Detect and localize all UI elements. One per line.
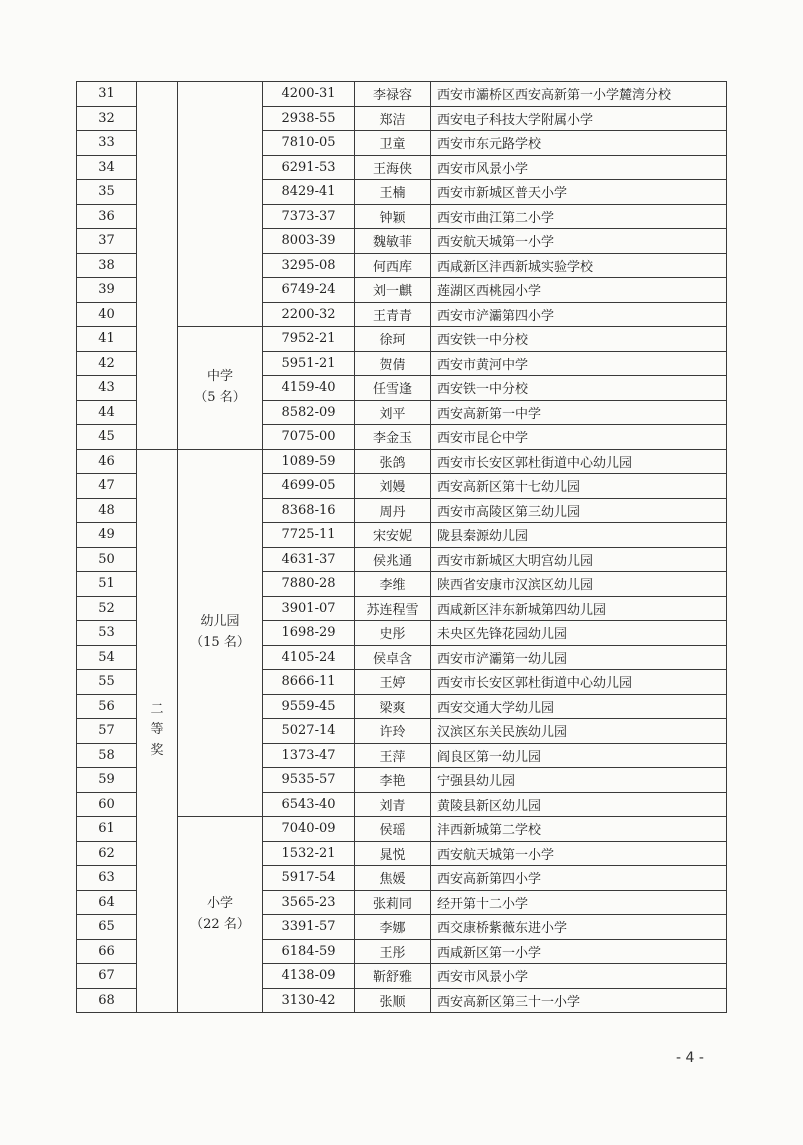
teacher-name: 王婷 bbox=[355, 670, 431, 695]
row-number: 33 bbox=[77, 131, 137, 156]
school-name: 西咸新区第一小学 bbox=[431, 939, 727, 964]
school-name: 西安市曲江第二小学 bbox=[431, 204, 727, 229]
teacher-name: 张顺 bbox=[355, 988, 431, 1013]
row-number: 58 bbox=[77, 743, 137, 768]
row-number: 36 bbox=[77, 204, 137, 229]
entry-code: 7725-11 bbox=[263, 523, 355, 548]
row-number: 66 bbox=[77, 939, 137, 964]
teacher-name: 张鸽 bbox=[355, 449, 431, 474]
entry-code: 4200-31 bbox=[263, 82, 355, 107]
row-number: 47 bbox=[77, 474, 137, 499]
entry-code: 6749-24 bbox=[263, 278, 355, 303]
row-number: 42 bbox=[77, 351, 137, 376]
row-number: 46 bbox=[77, 449, 137, 474]
teacher-name: 刘一麒 bbox=[355, 278, 431, 303]
row-number: 49 bbox=[77, 523, 137, 548]
entry-code: 2938-55 bbox=[263, 106, 355, 131]
category-label: （15 名） bbox=[190, 634, 250, 650]
entry-code: 6543-40 bbox=[263, 792, 355, 817]
teacher-name: 李维 bbox=[355, 572, 431, 597]
school-name: 西安市长安区郭杜街道中心幼儿园 bbox=[431, 670, 727, 695]
entry-code: 7880-28 bbox=[263, 572, 355, 597]
teacher-name: 王彤 bbox=[355, 939, 431, 964]
award-level-char: 等 bbox=[150, 722, 164, 738]
entry-code: 4105-24 bbox=[263, 645, 355, 670]
table-row bbox=[77, 82, 727, 107]
row-number: 57 bbox=[77, 719, 137, 744]
school-name: 西安市东元路学校 bbox=[431, 131, 727, 156]
table-row bbox=[77, 449, 727, 474]
school-name: 西安铁一中分校 bbox=[431, 327, 727, 352]
teacher-name: 刘嫚 bbox=[355, 474, 431, 499]
entry-code: 7810-05 bbox=[263, 131, 355, 156]
entry-code: 1698-29 bbox=[263, 621, 355, 646]
category-label: 小学 bbox=[206, 895, 233, 911]
school-name: 经开第十二小学 bbox=[431, 890, 727, 915]
row-number: 62 bbox=[77, 841, 137, 866]
teacher-name: 史彤 bbox=[355, 621, 431, 646]
school-name: 沣西新城第二学校 bbox=[431, 817, 727, 842]
row-number: 68 bbox=[77, 988, 137, 1013]
award-table-body bbox=[77, 82, 727, 1013]
entry-code: 1373-47 bbox=[263, 743, 355, 768]
school-name: 西安市昆仑中学 bbox=[431, 425, 727, 450]
row-number: 64 bbox=[77, 890, 137, 915]
entry-code: 9559-45 bbox=[263, 694, 355, 719]
school-name: 莲湖区西桃园小学 bbox=[431, 278, 727, 303]
teacher-name: 刘青 bbox=[355, 792, 431, 817]
school-name: 西安市风景小学 bbox=[431, 155, 727, 180]
teacher-name: 李娜 bbox=[355, 915, 431, 940]
teacher-name: 侯卓含 bbox=[355, 645, 431, 670]
row-number: 63 bbox=[77, 866, 137, 891]
teacher-name: 刘平 bbox=[355, 400, 431, 425]
teacher-name: 梁爽 bbox=[355, 694, 431, 719]
row-number: 34 bbox=[77, 155, 137, 180]
school-name: 阎良区第一幼儿园 bbox=[431, 743, 727, 768]
teacher-name: 郑洁 bbox=[355, 106, 431, 131]
entry-code: 6184-59 bbox=[263, 939, 355, 964]
entry-code: 5951-21 bbox=[263, 351, 355, 376]
entry-code: 5027-14 bbox=[263, 719, 355, 744]
teacher-name: 魏敏菲 bbox=[355, 229, 431, 254]
teacher-name: 周丹 bbox=[355, 498, 431, 523]
teacher-name: 焦媛 bbox=[355, 866, 431, 891]
category-cell bbox=[178, 82, 263, 327]
teacher-name: 张莉同 bbox=[355, 890, 431, 915]
award-level-cell bbox=[137, 449, 178, 1013]
category-label: （5 名） bbox=[194, 389, 246, 405]
row-number: 32 bbox=[77, 106, 137, 131]
entry-code: 7373-37 bbox=[263, 204, 355, 229]
school-name: 未央区先锋花园幼儿园 bbox=[431, 621, 727, 646]
school-name: 西安高新第四小学 bbox=[431, 866, 727, 891]
teacher-name: 何西库 bbox=[355, 253, 431, 278]
entry-code: 3565-23 bbox=[263, 890, 355, 915]
entry-code: 7040-09 bbox=[263, 817, 355, 842]
award-level-char: 二 bbox=[150, 701, 164, 717]
page-number: - 4 - bbox=[676, 1050, 704, 1066]
school-name: 西安市浐灞第四小学 bbox=[431, 302, 727, 327]
entry-code: 8368-16 bbox=[263, 498, 355, 523]
teacher-name: 贺倩 bbox=[355, 351, 431, 376]
school-name: 西安航天城第一小学 bbox=[431, 229, 727, 254]
school-name: 西安市风景小学 bbox=[431, 964, 727, 989]
award-level-char: 奖 bbox=[150, 743, 164, 759]
school-name: 西安市黄河中学 bbox=[431, 351, 727, 376]
row-number: 40 bbox=[77, 302, 137, 327]
school-name: 西咸新区沣东新城第四幼儿园 bbox=[431, 596, 727, 621]
category-label: 幼儿园 bbox=[200, 613, 240, 629]
entry-code: 3130-42 bbox=[263, 988, 355, 1013]
teacher-name: 侯兆通 bbox=[355, 547, 431, 572]
award-table bbox=[76, 81, 727, 1013]
school-name: 西咸新区沣西新城实验学校 bbox=[431, 253, 727, 278]
row-number: 56 bbox=[77, 694, 137, 719]
teacher-name: 宋安妮 bbox=[355, 523, 431, 548]
school-name: 西安市新城区大明宫幼儿园 bbox=[431, 547, 727, 572]
teacher-name: 徐珂 bbox=[355, 327, 431, 352]
entry-code: 6291-53 bbox=[263, 155, 355, 180]
entry-code: 1089-59 bbox=[263, 449, 355, 474]
row-number: 45 bbox=[77, 425, 137, 450]
school-name: 西安航天城第一小学 bbox=[431, 841, 727, 866]
award-level-cell bbox=[137, 82, 178, 450]
teacher-name: 卫童 bbox=[355, 131, 431, 156]
row-number: 44 bbox=[77, 400, 137, 425]
school-name: 西安高新区第十七幼儿园 bbox=[431, 474, 727, 499]
school-name: 西安交通大学幼儿园 bbox=[431, 694, 727, 719]
school-name: 西安市灞桥区西安高新第一小学麓湾分校 bbox=[431, 82, 727, 107]
teacher-name: 李金玉 bbox=[355, 425, 431, 450]
row-number: 52 bbox=[77, 596, 137, 621]
entry-code: 7075-00 bbox=[263, 425, 355, 450]
row-number: 59 bbox=[77, 768, 137, 793]
school-name: 汉滨区东关民族幼儿园 bbox=[431, 719, 727, 744]
entry-code: 3295-08 bbox=[263, 253, 355, 278]
entry-code: 8429-41 bbox=[263, 180, 355, 205]
row-number: 48 bbox=[77, 498, 137, 523]
entry-code: 1532-21 bbox=[263, 841, 355, 866]
school-name: 宁强县幼儿园 bbox=[431, 768, 727, 793]
teacher-name: 苏连程雪 bbox=[355, 596, 431, 621]
row-number: 51 bbox=[77, 572, 137, 597]
entry-code: 8582-09 bbox=[263, 400, 355, 425]
school-name: 西安铁一中分校 bbox=[431, 376, 727, 401]
entry-code: 4699-05 bbox=[263, 474, 355, 499]
row-number: 35 bbox=[77, 180, 137, 205]
entry-code: 2200-32 bbox=[263, 302, 355, 327]
school-name: 西安市新城区普天小学 bbox=[431, 180, 727, 205]
row-number: 37 bbox=[77, 229, 137, 254]
teacher-name: 李艳 bbox=[355, 768, 431, 793]
teacher-name: 王萍 bbox=[355, 743, 431, 768]
teacher-name: 许玲 bbox=[355, 719, 431, 744]
teacher-name: 钟颖 bbox=[355, 204, 431, 229]
entry-code: 3901-07 bbox=[263, 596, 355, 621]
row-number: 61 bbox=[77, 817, 137, 842]
school-name: 西安市浐灞第一幼儿园 bbox=[431, 645, 727, 670]
row-number: 39 bbox=[77, 278, 137, 303]
entry-code: 4631-37 bbox=[263, 547, 355, 572]
teacher-name: 李禄容 bbox=[355, 82, 431, 107]
school-name: 黄陵县新区幼儿园 bbox=[431, 792, 727, 817]
entry-code: 5917-54 bbox=[263, 866, 355, 891]
category-label: （22 名） bbox=[190, 916, 250, 932]
entry-code: 8003-39 bbox=[263, 229, 355, 254]
row-number: 65 bbox=[77, 915, 137, 940]
teacher-name: 任雪逢 bbox=[355, 376, 431, 401]
row-number: 31 bbox=[77, 82, 137, 107]
category-label: 中学 bbox=[206, 368, 233, 384]
row-number: 53 bbox=[77, 621, 137, 646]
school-name: 西安市长安区郭杜街道中心幼儿园 bbox=[431, 449, 727, 474]
category-cell bbox=[178, 327, 263, 450]
row-number: 60 bbox=[77, 792, 137, 817]
entry-code: 4138-09 bbox=[263, 964, 355, 989]
row-number: 54 bbox=[77, 645, 137, 670]
teacher-name: 王青青 bbox=[355, 302, 431, 327]
entry-code: 4159-40 bbox=[263, 376, 355, 401]
teacher-name: 晁悦 bbox=[355, 841, 431, 866]
school-name: 西安高新第一中学 bbox=[431, 400, 727, 425]
teacher-name: 王楠 bbox=[355, 180, 431, 205]
row-number: 50 bbox=[77, 547, 137, 572]
category-cell bbox=[178, 449, 263, 817]
school-name: 西安电子科技大学附属小学 bbox=[431, 106, 727, 131]
row-number: 38 bbox=[77, 253, 137, 278]
entry-code: 8666-11 bbox=[263, 670, 355, 695]
school-name: 西交康桥紫薇东进小学 bbox=[431, 915, 727, 940]
entry-code: 7952-21 bbox=[263, 327, 355, 352]
row-number: 41 bbox=[77, 327, 137, 352]
school-name: 西安高新区第三十一小学 bbox=[431, 988, 727, 1013]
entry-code: 9535-57 bbox=[263, 768, 355, 793]
school-name: 陇县秦源幼儿园 bbox=[431, 523, 727, 548]
row-number: 55 bbox=[77, 670, 137, 695]
row-number: 43 bbox=[77, 376, 137, 401]
teacher-name: 侯瑶 bbox=[355, 817, 431, 842]
teacher-name: 靳舒雅 bbox=[355, 964, 431, 989]
row-number: 67 bbox=[77, 964, 137, 989]
entry-code: 3391-57 bbox=[263, 915, 355, 940]
school-name: 西安市高陵区第三幼儿园 bbox=[431, 498, 727, 523]
school-name: 陕西省安康市汉滨区幼儿园 bbox=[431, 572, 727, 597]
teacher-name: 王海侠 bbox=[355, 155, 431, 180]
category-cell bbox=[178, 817, 263, 1013]
